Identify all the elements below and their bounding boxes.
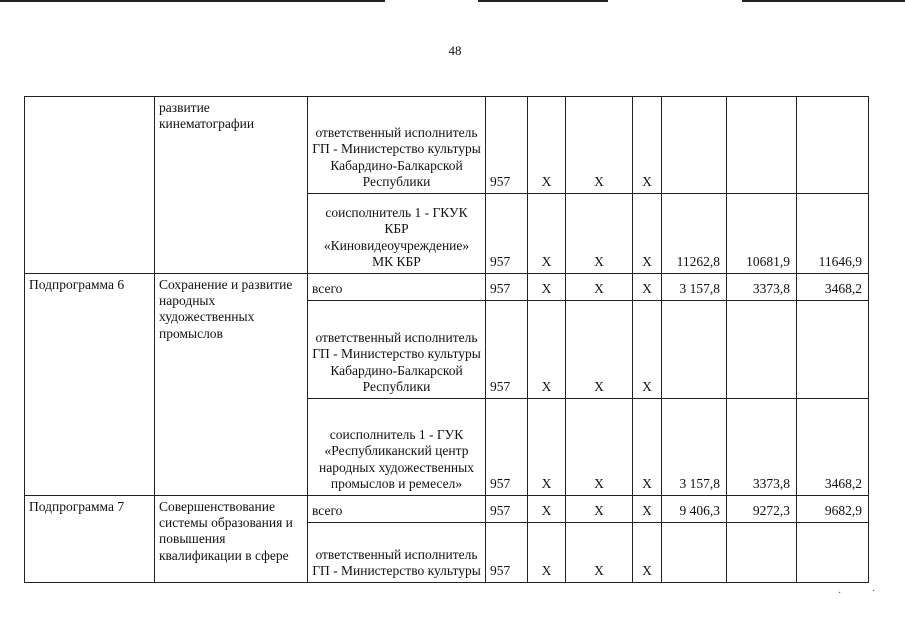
- executor-cell: ответственный исполнитель ГП - Министерство культуры Кабардино-Балкарской Республики: [308, 301, 486, 399]
- mark-cell: X: [528, 399, 566, 496]
- mark-cell: X: [566, 399, 633, 496]
- budget-table: [24, 96, 869, 583]
- value-cell: 9 406,3: [662, 496, 727, 523]
- scan-artifact: ·: [872, 586, 876, 597]
- value-cell: 11262,8: [662, 194, 727, 274]
- program-cell: Подпрограмма 7: [25, 496, 155, 583]
- value-cell: 3373,8: [727, 399, 797, 496]
- mark-cell: X: [566, 301, 633, 399]
- code-cell: 957: [486, 97, 528, 194]
- value-cell: 9682,9: [797, 496, 869, 523]
- code-cell: 957: [486, 496, 528, 523]
- mark-cell: X: [528, 194, 566, 274]
- program-cell: Подпрограмма 6: [25, 274, 155, 496]
- code-cell: 957: [486, 399, 528, 496]
- mark-cell: X: [528, 274, 566, 301]
- mark-cell: X: [566, 274, 633, 301]
- mark-cell: X: [633, 274, 662, 301]
- value-cell: [797, 301, 869, 399]
- mark-cell: X: [528, 301, 566, 399]
- scan-artifact: ·: [838, 588, 842, 599]
- mark-cell: X: [528, 496, 566, 523]
- mark-cell: X: [566, 523, 633, 583]
- executor-cell: ответственный исполнитель ГП - Министерство культуры Кабардино-Балкарской Республики: [308, 97, 486, 194]
- mark-cell: X: [633, 194, 662, 274]
- mark-cell: X: [633, 97, 662, 194]
- value-cell: 9272,3: [727, 496, 797, 523]
- value-cell: [662, 301, 727, 399]
- mark-cell: X: [566, 97, 633, 194]
- table-row: [25, 496, 869, 523]
- executor-cell: соисполнитель 1 - ГКУК КБР «Киновидеоучреждение» МК КБР: [308, 194, 486, 274]
- value-cell: [727, 523, 797, 583]
- value-cell: [797, 523, 869, 583]
- value-cell: 3468,2: [797, 399, 869, 496]
- top-rule: [478, 0, 608, 2]
- mark-cell: X: [633, 399, 662, 496]
- mark-cell: X: [528, 97, 566, 194]
- mark-cell: X: [566, 194, 633, 274]
- code-cell: 957: [486, 523, 528, 583]
- value-cell: [727, 97, 797, 194]
- top-rule: [742, 0, 905, 2]
- executor-cell: всего: [308, 496, 486, 523]
- code-cell: 957: [486, 194, 528, 274]
- value-cell: 3 157,8: [662, 399, 727, 496]
- value-cell: [662, 523, 727, 583]
- value-cell: [727, 301, 797, 399]
- value-cell: 3373,8: [727, 274, 797, 301]
- table-row: [25, 274, 869, 301]
- code-cell: 957: [486, 274, 528, 301]
- value-cell: [662, 97, 727, 194]
- value-cell: 3468,2: [797, 274, 869, 301]
- top-rule: [0, 0, 385, 2]
- executor-cell: всего: [308, 274, 486, 301]
- table-row: [25, 97, 869, 194]
- mark-cell: X: [528, 523, 566, 583]
- title-cell: Сохранение и развитие народных художественных промыслов: [155, 274, 308, 496]
- mark-cell: X: [633, 301, 662, 399]
- code-cell: 957: [486, 301, 528, 399]
- value-cell: [797, 97, 869, 194]
- value-cell: 3 157,8: [662, 274, 727, 301]
- value-cell: 11646,9: [797, 194, 869, 274]
- mark-cell: X: [566, 496, 633, 523]
- mark-cell: X: [633, 496, 662, 523]
- page-number: 48: [448, 43, 462, 58]
- value-cell: 10681,9: [727, 194, 797, 274]
- mark-cell: X: [633, 523, 662, 583]
- executor-cell: ответственный исполнитель ГП - Министерство культуры: [308, 523, 486, 583]
- program-cell: [25, 97, 155, 274]
- executor-cell: соисполнитель 1 - ГУК «Республиканский центр народных художественных промыслов и ремесел»: [308, 399, 486, 496]
- title-cell: Совершенствование системы образования и повышения квалификации в сфере: [155, 496, 308, 583]
- title-cell: развитие кинематографии: [155, 97, 308, 274]
